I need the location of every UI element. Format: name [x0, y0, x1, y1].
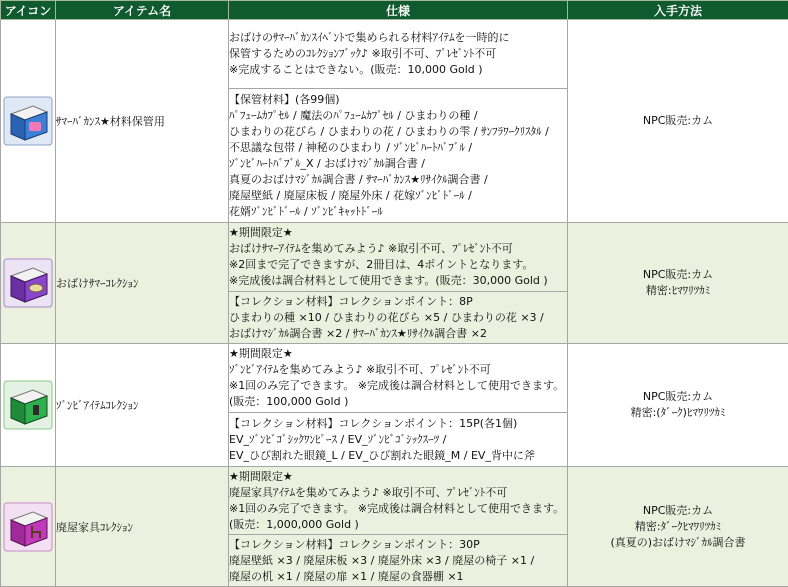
- spec-line: ﾊﾟﾌｭｰﾑｶﾌﾟｾﾙ / 魔法のﾊﾟﾌｭｰﾑｶﾌﾟｾﾙ / ひまわりの種 /: [229, 108, 567, 124]
- spec-line: 廃屋家具ｱｲﾃﾑを集めてみよう♪ ※取引不可、ﾌﾟﾚｾﾞﾝﾄ不可: [229, 485, 567, 501]
- spec-line: ※完成することはできない。(販売：10,000 Gold ): [229, 62, 567, 78]
- table-row: [1, 20, 788, 89]
- spec-line: 【コレクション材料】コレクションポイント：30P: [229, 537, 567, 553]
- spec-line: 廃屋壁紙 ×3 / 廃屋床板 ×3 / 廃屋外床 ×3 / 廃屋の椅子 ×1 /: [229, 553, 567, 569]
- spec-line: ★期間限定★: [229, 225, 567, 241]
- spec-line: ※1回のみ完了できます。 ※完成後は調合材料として使用できます。: [229, 378, 567, 394]
- spec-materials: [229, 535, 568, 587]
- acquisition-line: NPC販売:カム: [568, 113, 788, 129]
- spec-summary: [229, 344, 568, 413]
- spec-materials: [229, 413, 568, 467]
- spec-line: ※2回まで完了できますが、2冊目は、4ポイントとなります。: [229, 257, 567, 273]
- item-name: おばけｻﾏｰｺﾚｸｼｮﾝ: [56, 223, 229, 344]
- spec-line: ※完成後は調合材料として使用できます。(販売：30,000 Gold ): [229, 273, 567, 289]
- green-collection-book-icon: [3, 380, 53, 430]
- item-name: ｿﾞﾝﾋﾞｱｲﾃﾑｺﾚｸｼｮﾝ: [56, 344, 229, 467]
- icon-cell: [1, 467, 56, 587]
- header-acquisition: 入手方法: [568, 1, 788, 20]
- spec-line: ひまわりの花びら / ひまわりの花 / ひまわりの雫 / ｻﾝﾌﾗﾜｰｸﾘｽﾀﾙ /: [229, 124, 567, 140]
- header-item-name: アイテム名: [56, 1, 229, 20]
- spec-summary: [229, 223, 568, 292]
- spec-line: 真夏のおばけﾏｼﾞｶﾙ調合書 / ｻﾏｰﾊﾞｶﾝｽ★ﾘｻｲｸﾙ調合書 /: [229, 172, 567, 188]
- spec-line: ★期間限定★: [229, 469, 567, 485]
- header-icon: アイコン: [1, 1, 56, 20]
- spec-line: 【保管材料】(各99個): [229, 92, 567, 108]
- spec-line: 花婿ｿﾞﾝﾋﾞﾄﾞｰﾙ / ｿﾞﾝﾋﾞｷｬｯﾄﾄﾞｰﾙ: [229, 204, 567, 220]
- spec-line: ひまわりの種 ×10 / ひまわりの花びら ×5 / ひまわりの花 ×3 /: [229, 310, 567, 326]
- spec-materials: [229, 89, 568, 223]
- spec-line: 廃屋の机 ×1 / 廃屋の扉 ×1 / 廃屋の食器棚 ×1: [229, 569, 567, 585]
- header-spec: 仕様: [229, 1, 568, 20]
- acquisition-cell: [568, 20, 788, 223]
- spec-line: 【コレクション材料】コレクションポイント：8P: [229, 294, 567, 310]
- acquisition-line: 精密:ﾀﾞｰｸﾋﾏﾜﾘﾂｶﾐ: [568, 519, 788, 535]
- table-row: [1, 223, 788, 292]
- spec-line: ★期間限定★: [229, 346, 567, 362]
- acquisition-line: 精密:ﾋﾏﾜﾘﾂｶﾐ: [568, 283, 788, 299]
- spec-line: おばけのｻﾏｰﾊﾞｶﾝｽｲﾍﾞﾝﾄで集められる材料ｱｲﾃﾑを一時的に: [229, 30, 567, 46]
- spec-line: 不思議な包帯 / 神秘のひまわり / ｿﾞﾝﾋﾞﾊｰﾄﾊﾞﾌﾞﾙ /: [229, 140, 567, 156]
- spec-line: (販売：100,000 Gold ): [229, 394, 567, 410]
- spec-line: 保管するためのｺﾚｸｼｮﾝﾌﾞｯｸ♪ ※取引不可、ﾌﾟﾚｾﾞﾝﾄ不可: [229, 46, 567, 62]
- acquisition-cell: [568, 223, 788, 344]
- acquisition-line: 精密:(ﾀﾞｰｸ)ﾋﾏﾜﾘﾂｶﾐ: [568, 405, 788, 421]
- acquisition-line: NPC販売:カム: [568, 267, 788, 283]
- spec-line: 【コレクション材料】コレクションポイント：15P(各1個): [229, 416, 567, 432]
- acquisition-line: (真夏の)おばけﾏｼﾞｶﾙ調合書: [568, 535, 788, 551]
- spec-line: (販売：1,000,000 Gold ): [229, 517, 567, 533]
- spec-line: 廃屋壁紙 / 廃屋床板 / 廃屋外床 / 花嫁ｿﾞﾝﾋﾞﾄﾞｰﾙ /: [229, 188, 567, 204]
- spec-materials: [229, 292, 568, 344]
- table-row: [1, 467, 788, 535]
- table-row: [1, 344, 788, 413]
- item-name: ｻﾏｰﾊﾞｶﾝｽ★材料保管用: [56, 20, 229, 223]
- spec-line: おばけﾏｼﾞｶﾙ調合書 ×2 / ｻﾏｰﾊﾞｶﾝｽ★ﾘｻｲｸﾙ調合書 ×2: [229, 326, 567, 342]
- magenta-collection-book-icon: [3, 502, 53, 552]
- spec-line: EV_ひび割れた眼鏡_L / EV_ひび割れた眼鏡_M / EV_背中に斧: [229, 448, 567, 464]
- acquisition-cell: [568, 467, 788, 587]
- icon-cell: [1, 223, 56, 344]
- blue-storage-book-icon: [3, 96, 53, 146]
- spec-summary: [229, 467, 568, 535]
- spec-line: ｿﾞﾝﾋﾞｱｲﾃﾑを集めてみよう♪ ※取引不可、ﾌﾟﾚｾﾞﾝﾄ不可: [229, 362, 567, 378]
- icon-cell: [1, 344, 56, 467]
- header-row: [1, 1, 788, 20]
- item-name: 廃屋家具ｺﾚｸｼｮﾝ: [56, 467, 229, 587]
- icon-cell: [1, 20, 56, 223]
- spec-line: EV_ｿﾞﾝﾋﾞｺﾞｼｯｸﾜﾝﾋﾟｰｽ / EV_ｿﾞﾝﾋﾞｺﾞｼｯｸｽｰﾂ /: [229, 432, 567, 448]
- spec-line: ※1回のみ完了できます。 ※完成後は調合材料として使用できます。: [229, 501, 567, 517]
- spec-summary: [229, 20, 568, 89]
- acquisition-cell: [568, 344, 788, 467]
- purple-collection-book-icon: [3, 258, 53, 308]
- spec-line: ｿﾞﾝﾋﾞﾊｰﾄﾊﾞﾌﾞﾙ_X / おばけﾏｼﾞｶﾙ調合書 /: [229, 156, 567, 172]
- acquisition-line: NPC販売:カム: [568, 503, 788, 519]
- acquisition-line: NPC販売:カム: [568, 389, 788, 405]
- spec-line: おばけｻﾏｰｱｲﾃﾑを集めてみよう♪ ※取引不可、ﾌﾟﾚｾﾞﾝﾄ不可: [229, 241, 567, 257]
